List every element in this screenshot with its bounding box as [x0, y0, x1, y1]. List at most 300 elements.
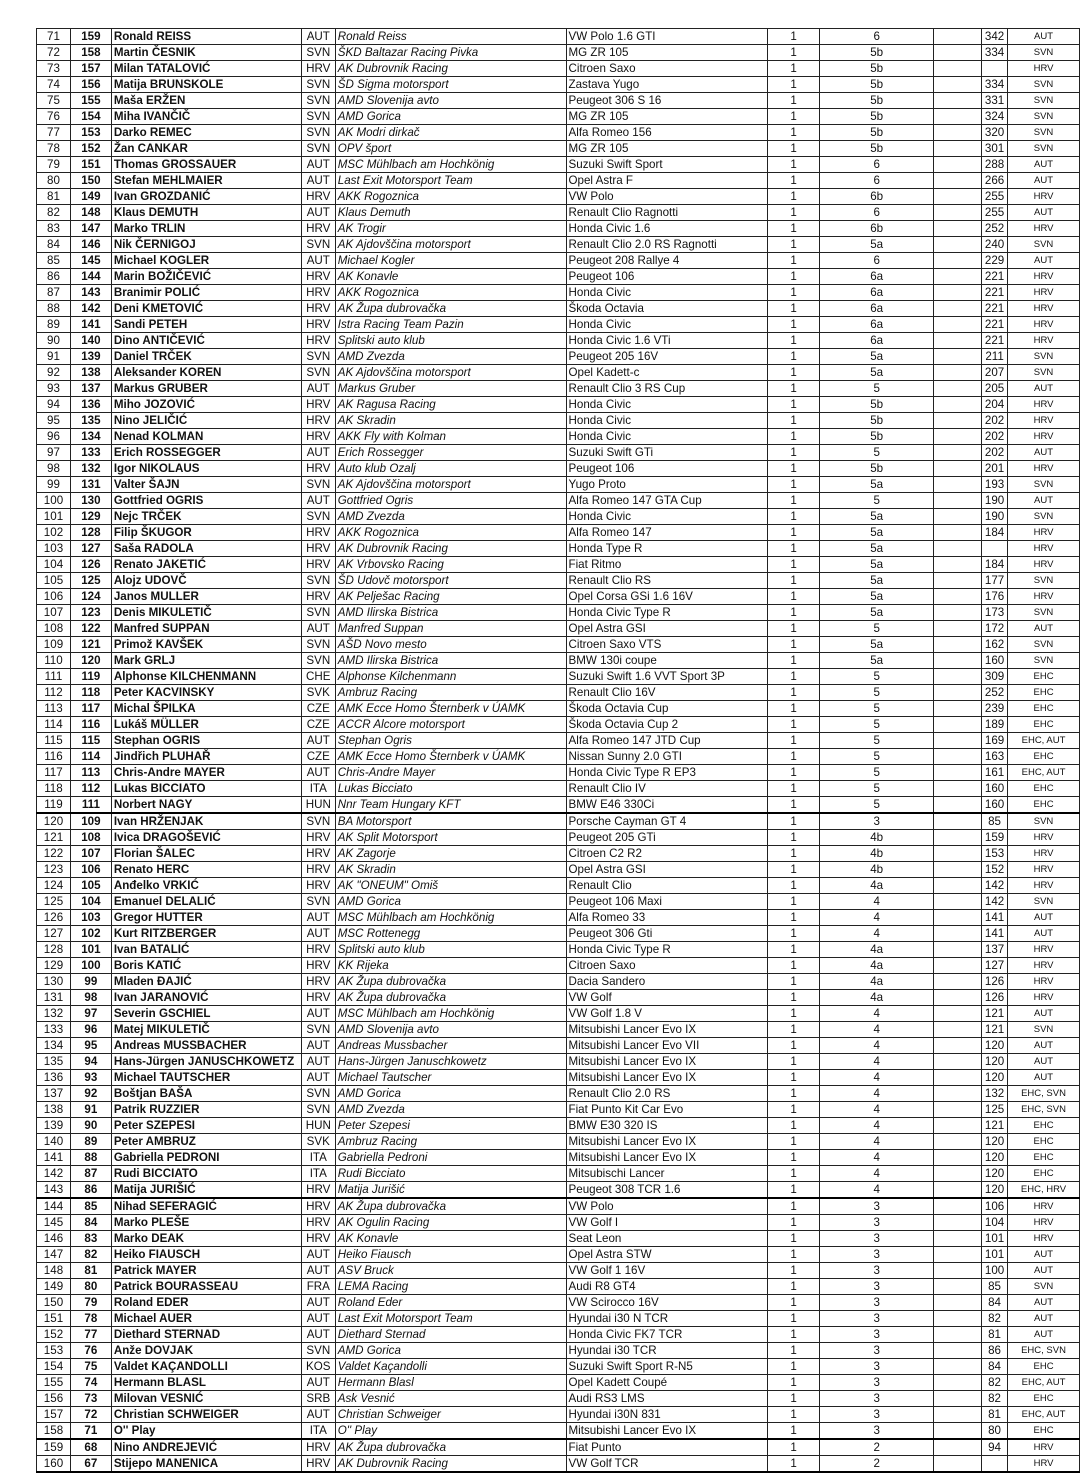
division-cell: 1	[768, 1054, 820, 1070]
driver-name-cell: Marin BOŽIČEVIĆ	[111, 269, 301, 285]
team-name-cell: AK Vrbovsko Racing	[335, 557, 566, 573]
car-model-cell: Suzuki Swift Sport	[566, 157, 768, 173]
nationality-cell: HRV	[301, 862, 335, 878]
nationality-cell: AUT	[301, 173, 335, 189]
points-cell: 137	[982, 942, 1008, 958]
driver-name-cell: Stefan MEHLMAIER	[111, 173, 301, 189]
car-class-cell: 5b	[819, 413, 933, 429]
team-name-cell: Last Exit Motorsport Team	[335, 1311, 566, 1327]
empty-cell	[934, 1263, 982, 1279]
car-model-cell: Renault Clio 16V	[566, 685, 768, 701]
table-row	[37, 653, 1080, 669]
driver-name-cell: Nejc TRČEK	[111, 509, 301, 525]
nationality-cell: SVN	[301, 1343, 335, 1359]
row-index-cell: 133	[37, 1022, 71, 1038]
car-class-cell: 3	[819, 1359, 933, 1375]
team-name-cell: AMD Gorica	[335, 1086, 566, 1102]
championship-cell: HRV	[1008, 541, 1080, 557]
points-cell: 120	[982, 1150, 1008, 1166]
car-class-cell: 4	[819, 1054, 933, 1070]
row-index-cell: 110	[37, 653, 71, 669]
table-row	[37, 1166, 1080, 1182]
start-number-cell: 143	[70, 285, 111, 301]
row-index-cell: 104	[37, 557, 71, 573]
row-index-cell: 89	[37, 317, 71, 333]
empty-cell	[934, 1423, 982, 1440]
table-row	[37, 397, 1080, 413]
start-number-cell: 145	[70, 253, 111, 269]
championship-cell: SVN	[1008, 1022, 1080, 1038]
championship-cell: AUT	[1008, 381, 1080, 397]
driver-name-cell: Erich ROSSEGGER	[111, 445, 301, 461]
points-cell: 184	[982, 557, 1008, 573]
car-class-cell: 3	[819, 1295, 933, 1311]
car-class-cell: 4	[819, 1134, 933, 1150]
team-name-cell: Hans-Jürgen Januschkowetz	[335, 1054, 566, 1070]
start-number-cell: 99	[70, 974, 111, 990]
row-index-cell: 100	[37, 493, 71, 509]
start-number-cell: 108	[70, 830, 111, 846]
championship-cell: EHC	[1008, 797, 1080, 814]
nationality-cell: HRV	[301, 189, 335, 205]
empty-cell	[934, 253, 982, 269]
team-name-cell: AK Split Motorsport	[335, 830, 566, 846]
division-cell: 1	[768, 1150, 820, 1166]
championship-cell: SVN	[1008, 237, 1080, 253]
team-name-cell: Ambruz Racing	[335, 685, 566, 701]
start-number-cell: 112	[70, 781, 111, 797]
empty-cell	[934, 445, 982, 461]
team-name-cell: AK Pelješac Racing	[335, 589, 566, 605]
championship-cell: EHC, SVN	[1008, 1343, 1080, 1359]
row-index-cell: 131	[37, 990, 71, 1006]
car-class-cell: 5b	[819, 77, 933, 93]
row-index-cell: 92	[37, 365, 71, 381]
start-number-cell: 114	[70, 749, 111, 765]
division-cell: 1	[768, 910, 820, 926]
team-name-cell: AŠD Novo mesto	[335, 637, 566, 653]
start-number-cell: 113	[70, 765, 111, 781]
championship-cell: HRV	[1008, 221, 1080, 237]
start-number-cell: 118	[70, 685, 111, 701]
championship-cell: HRV	[1008, 990, 1080, 1006]
championship-cell: EHC	[1008, 1391, 1080, 1407]
division-cell: 1	[768, 525, 820, 541]
car-model-cell: VW Polo 1.6 GTI	[566, 29, 768, 45]
start-number-cell: 89	[70, 1134, 111, 1150]
car-model-cell: Peugeot 205 GTi	[566, 830, 768, 846]
nationality-cell: SVN	[301, 894, 335, 910]
car-model-cell: Honda Civic Type R	[566, 942, 768, 958]
start-number-cell: 77	[70, 1327, 111, 1343]
start-number-cell: 73	[70, 1391, 111, 1407]
row-index-cell: 83	[37, 221, 71, 237]
team-name-cell: ASV Bruck	[335, 1263, 566, 1279]
table-row	[37, 621, 1080, 637]
row-index-cell: 119	[37, 797, 71, 814]
driver-name-cell: Milan TATALOVIĆ	[111, 61, 301, 77]
empty-cell	[934, 621, 982, 637]
team-name-cell: ACCR Alcore motorsport	[335, 717, 566, 733]
division-cell: 1	[768, 1022, 820, 1038]
nationality-cell: AUT	[301, 381, 335, 397]
points-cell: 120	[982, 1038, 1008, 1054]
start-number-cell: 157	[70, 61, 111, 77]
row-index-cell: 130	[37, 974, 71, 990]
division-cell: 1	[768, 157, 820, 173]
table-row	[37, 349, 1080, 365]
division-cell: 1	[768, 1407, 820, 1423]
nationality-cell: SRB	[301, 1391, 335, 1407]
empty-cell	[934, 797, 982, 814]
team-name-cell: AK Župa dubrovačka	[335, 301, 566, 317]
driver-name-cell: Manfred SUPPAN	[111, 621, 301, 637]
division-cell: 1	[768, 445, 820, 461]
nationality-cell: SVN	[301, 45, 335, 61]
team-name-cell: Ask Vesnić	[335, 1391, 566, 1407]
empty-cell	[934, 173, 982, 189]
car-model-cell: Peugeot 306 Gti	[566, 926, 768, 942]
table-row	[37, 1327, 1080, 1343]
team-name-cell: ŠD Udovč motorsport	[335, 573, 566, 589]
car-model-cell: Renault Clio 2.0 RS Ragnotti	[566, 237, 768, 253]
division-cell: 1	[768, 205, 820, 221]
nationality-cell: HRV	[301, 397, 335, 413]
car-class-cell: 5a	[819, 637, 933, 653]
row-index-cell: 123	[37, 862, 71, 878]
points-cell: 190	[982, 493, 1008, 509]
championship-cell: AUT	[1008, 1070, 1080, 1086]
car-class-cell: 4b	[819, 846, 933, 862]
championship-cell: SVN	[1008, 605, 1080, 621]
car-class-cell: 6b	[819, 189, 933, 205]
points-cell: 221	[982, 269, 1008, 285]
driver-name-cell: Lukas BICCIATO	[111, 781, 301, 797]
start-number-cell: 96	[70, 1022, 111, 1038]
team-name-cell: Roland Eder	[335, 1295, 566, 1311]
row-index-cell: 113	[37, 701, 71, 717]
car-model-cell: VW Golf TCR	[566, 1456, 768, 1473]
start-number-cell: 147	[70, 221, 111, 237]
car-model-cell: Suzuki Swift 1.6 VVT Sport 3P	[566, 669, 768, 685]
start-number-cell: 134	[70, 429, 111, 445]
empty-cell	[934, 749, 982, 765]
start-number-cell: 121	[70, 637, 111, 653]
nationality-cell: SVN	[301, 141, 335, 157]
table-row	[37, 381, 1080, 397]
start-number-cell: 158	[70, 45, 111, 61]
driver-name-cell: Hermann BLASL	[111, 1375, 301, 1391]
team-name-cell: Ronald Reiss	[335, 29, 566, 45]
car-model-cell: Fiat Punto	[566, 1439, 768, 1456]
nationality-cell: AUT	[301, 926, 335, 942]
empty-cell	[934, 573, 982, 589]
team-name-cell: AMD Ilirska Bistrica	[335, 653, 566, 669]
driver-name-cell: Primož KAVŠEK	[111, 637, 301, 653]
championship-cell: EHC	[1008, 749, 1080, 765]
empty-cell	[934, 605, 982, 621]
table-row	[37, 717, 1080, 733]
nationality-cell: KOS	[301, 1359, 335, 1375]
start-number-cell: 86	[70, 1182, 111, 1199]
car-model-cell: VW Polo	[566, 189, 768, 205]
table-row	[37, 910, 1080, 926]
nationality-cell: HRV	[301, 269, 335, 285]
division-cell: 1	[768, 733, 820, 749]
nationality-cell: AUT	[301, 1038, 335, 1054]
points-cell: 320	[982, 125, 1008, 141]
start-number-cell: 91	[70, 1102, 111, 1118]
car-class-cell: 5a	[819, 541, 933, 557]
empty-cell	[934, 813, 982, 830]
car-class-cell: 3	[819, 1311, 933, 1327]
division-cell: 1	[768, 189, 820, 205]
championship-cell: HRV	[1008, 830, 1080, 846]
division-cell: 1	[768, 958, 820, 974]
car-class-cell: 5a	[819, 349, 933, 365]
team-name-cell: AMD Slovenija avto	[335, 1022, 566, 1038]
championship-cell: AUT	[1008, 253, 1080, 269]
empty-cell	[934, 701, 982, 717]
table-row	[37, 1439, 1080, 1456]
points-cell: 120	[982, 1054, 1008, 1070]
car-model-cell: Renault Clio Ragnotti	[566, 205, 768, 221]
car-model-cell: Peugeot 106 Maxi	[566, 894, 768, 910]
car-model-cell: Porsche Cayman GT 4	[566, 813, 768, 830]
car-model-cell: MG ZR 105	[566, 45, 768, 61]
team-name-cell: AK Modri dirkač	[335, 125, 566, 141]
row-index-cell: 77	[37, 125, 71, 141]
start-number-cell: 84	[70, 1215, 111, 1231]
division-cell: 1	[768, 1231, 820, 1247]
driver-name-cell: Igor NIKOLAUS	[111, 461, 301, 477]
car-class-cell: 4a	[819, 958, 933, 974]
table-row	[37, 109, 1080, 125]
table-row	[37, 413, 1080, 429]
car-model-cell: Hyundai i30 N TCR	[566, 1311, 768, 1327]
car-class-cell: 3	[819, 1215, 933, 1231]
driver-name-cell: Hans-Jürgen JANUSCHKOWETZ	[111, 1054, 301, 1070]
table-row	[37, 1311, 1080, 1327]
car-model-cell: Citroen Saxo	[566, 61, 768, 77]
empty-cell	[934, 1070, 982, 1086]
start-number-cell: 116	[70, 717, 111, 733]
table-row	[37, 990, 1080, 1006]
driver-name-cell: Michael TAUTSCHER	[111, 1070, 301, 1086]
car-model-cell: Opel Kadett-c	[566, 365, 768, 381]
nationality-cell: HRV	[301, 878, 335, 894]
division-cell: 1	[768, 1343, 820, 1359]
row-index-cell: 78	[37, 141, 71, 157]
empty-cell	[934, 1279, 982, 1295]
division-cell: 1	[768, 413, 820, 429]
nationality-cell: AUT	[301, 1263, 335, 1279]
division-cell: 1	[768, 317, 820, 333]
nationality-cell: SVN	[301, 109, 335, 125]
row-index-cell: 142	[37, 1166, 71, 1182]
start-number-cell: 125	[70, 573, 111, 589]
car-model-cell: Alfa Romeo 147 JTD Cup	[566, 733, 768, 749]
car-model-cell: Mitsubishi Lancer Evo IX	[566, 1150, 768, 1166]
row-index-cell: 86	[37, 269, 71, 285]
team-name-cell: MSC Mühlbach am Hochkönig	[335, 157, 566, 173]
table-row	[37, 669, 1080, 685]
division-cell: 1	[768, 477, 820, 493]
division-cell: 1	[768, 1166, 820, 1182]
team-name-cell: Christian Schweiger	[335, 1407, 566, 1423]
empty-cell	[934, 269, 982, 285]
driver-name-cell: Ivan JARANOVIĆ	[111, 990, 301, 1006]
empty-cell	[934, 685, 982, 701]
car-model-cell: Audi R8 GT4	[566, 1279, 768, 1295]
table-row	[37, 1182, 1080, 1199]
table-row	[37, 1407, 1080, 1423]
car-model-cell: Škoda Octavia	[566, 301, 768, 317]
car-class-cell: 6	[819, 253, 933, 269]
championship-cell: AUT	[1008, 1327, 1080, 1343]
row-index-cell: 126	[37, 910, 71, 926]
championship-cell: HRV	[1008, 461, 1080, 477]
car-class-cell: 3	[819, 1247, 933, 1263]
start-number-cell: 71	[70, 1423, 111, 1440]
points-cell: 331	[982, 93, 1008, 109]
driver-name-cell: Nenad KOLMAN	[111, 429, 301, 445]
team-name-cell: AMD Zvezda	[335, 509, 566, 525]
start-number-cell: 111	[70, 797, 111, 814]
car-class-cell: 5	[819, 781, 933, 797]
points-cell	[982, 1456, 1008, 1473]
points-cell: 190	[982, 509, 1008, 525]
row-index-cell: 84	[37, 237, 71, 253]
points-cell: 142	[982, 894, 1008, 910]
row-index-cell: 96	[37, 429, 71, 445]
nationality-cell: SVN	[301, 509, 335, 525]
car-model-cell: Mitsubishi Lancer Evo IX	[566, 1423, 768, 1440]
start-number-cell: 85	[70, 1198, 111, 1215]
start-number-cell: 115	[70, 733, 111, 749]
nationality-cell: AUT	[301, 1054, 335, 1070]
nationality-cell: CZE	[301, 717, 335, 733]
division-cell: 1	[768, 669, 820, 685]
points-cell: 334	[982, 45, 1008, 61]
start-number-cell: 139	[70, 349, 111, 365]
empty-cell	[934, 1311, 982, 1327]
points-cell: 86	[982, 1343, 1008, 1359]
row-index-cell: 90	[37, 333, 71, 349]
division-cell: 1	[768, 749, 820, 765]
championship-cell: HRV	[1008, 846, 1080, 862]
team-name-cell: AMK Ecce Homo Šternberk v ÚAMK	[335, 749, 566, 765]
start-number-cell: 127	[70, 541, 111, 557]
driver-name-cell: Boris KATIĆ	[111, 958, 301, 974]
driver-name-cell: Matej MIKULETIČ	[111, 1022, 301, 1038]
championship-cell: HRV	[1008, 878, 1080, 894]
empty-cell	[934, 1054, 982, 1070]
championship-cell: SVN	[1008, 509, 1080, 525]
team-name-cell: AKK Fly with Kolman	[335, 429, 566, 445]
division-cell: 1	[768, 797, 820, 814]
start-number-cell: 159	[70, 29, 111, 45]
team-name-cell: AK Trogir	[335, 221, 566, 237]
division-cell: 1	[768, 125, 820, 141]
championship-cell: HRV	[1008, 1198, 1080, 1215]
empty-cell	[934, 717, 982, 733]
car-model-cell: Opel Astra F	[566, 173, 768, 189]
championship-cell: HRV	[1008, 317, 1080, 333]
car-class-cell: 4a	[819, 990, 933, 1006]
division-cell: 1	[768, 493, 820, 509]
championship-cell: HRV	[1008, 1439, 1080, 1456]
nationality-cell: CZE	[301, 701, 335, 717]
team-name-cell: Michael Kogler	[335, 253, 566, 269]
division-cell: 1	[768, 45, 820, 61]
driver-name-cell: Jindřich PLUHAŘ	[111, 749, 301, 765]
points-cell: 324	[982, 109, 1008, 125]
start-number-cell: 81	[70, 1263, 111, 1279]
empty-cell	[934, 205, 982, 221]
driver-name-cell: Mark GRLJ	[111, 653, 301, 669]
team-name-cell: Hermann Blasl	[335, 1375, 566, 1391]
division-cell: 1	[768, 109, 820, 125]
driver-name-cell: Mladen ĐAJIĆ	[111, 974, 301, 990]
empty-cell	[934, 397, 982, 413]
empty-cell	[934, 781, 982, 797]
driver-name-cell: Alojz UDOVČ	[111, 573, 301, 589]
table-row	[37, 285, 1080, 301]
nationality-cell: HRV	[301, 1182, 335, 1199]
car-model-cell: BMW 130i coupe	[566, 653, 768, 669]
start-number-cell: 107	[70, 846, 111, 862]
start-number-cell: 122	[70, 621, 111, 637]
driver-name-cell: Sandi PETEH	[111, 317, 301, 333]
car-class-cell: 4a	[819, 878, 933, 894]
championship-cell: AUT	[1008, 173, 1080, 189]
driver-name-cell: Daniel TRČEK	[111, 349, 301, 365]
car-model-cell: Hyundai i30N 831	[566, 1407, 768, 1423]
nationality-cell: SVN	[301, 125, 335, 141]
nationality-cell: SVN	[301, 1022, 335, 1038]
row-index-cell: 88	[37, 301, 71, 317]
empty-cell	[934, 285, 982, 301]
driver-name-cell: Aleksander KOREN	[111, 365, 301, 381]
division-cell: 1	[768, 1311, 820, 1327]
division-cell: 1	[768, 1070, 820, 1086]
start-number-cell: 98	[70, 990, 111, 1006]
division-cell: 1	[768, 813, 820, 830]
car-class-cell: 4	[819, 1086, 933, 1102]
car-model-cell: Citroen C2 R2	[566, 846, 768, 862]
points-cell: 189	[982, 717, 1008, 733]
row-index-cell: 81	[37, 189, 71, 205]
championship-cell: EHC, AUT	[1008, 1375, 1080, 1391]
empty-cell	[934, 237, 982, 253]
points-cell: 100	[982, 1263, 1008, 1279]
points-cell: 153	[982, 846, 1008, 862]
table-row	[37, 1247, 1080, 1263]
team-name-cell: AK Župa dubrovačka	[335, 1198, 566, 1215]
driver-name-cell: Matija JURIŠIĆ	[111, 1182, 301, 1199]
car-model-cell: Opel Astra GSI	[566, 862, 768, 878]
row-index-cell: 95	[37, 413, 71, 429]
table-row	[37, 1070, 1080, 1086]
start-number-cell: 75	[70, 1359, 111, 1375]
car-class-cell: 5	[819, 765, 933, 781]
championship-cell: AUT	[1008, 205, 1080, 221]
table-row	[37, 958, 1080, 974]
driver-name-cell: Valdet KAÇANDOLLI	[111, 1359, 301, 1375]
empty-cell	[934, 1375, 982, 1391]
start-number-cell: 129	[70, 509, 111, 525]
